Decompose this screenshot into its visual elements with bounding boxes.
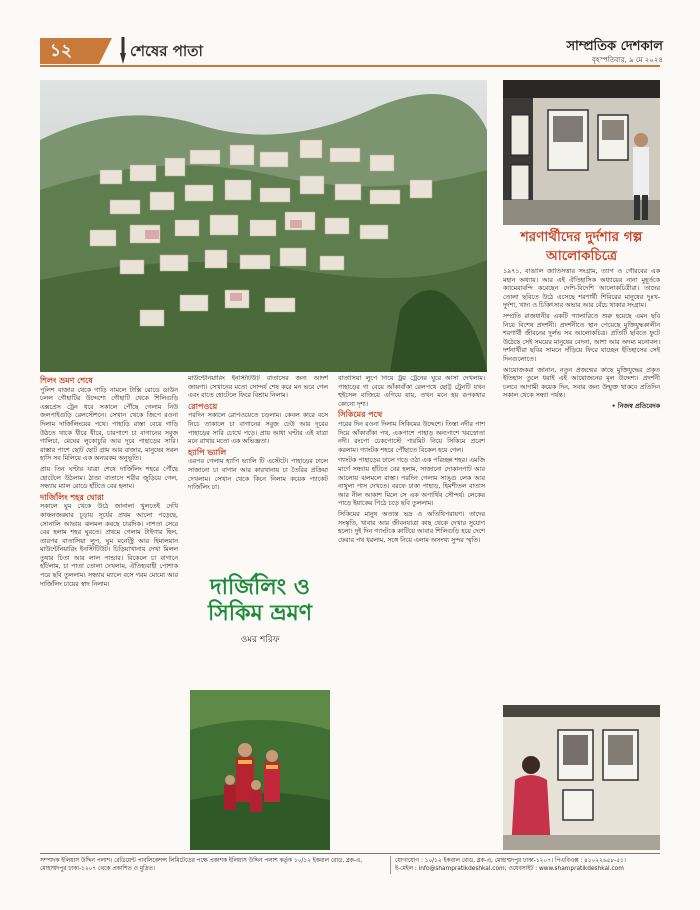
paragraph: বাতাসিয়া লুপে গিয়ে ট্রয় ট্রেনের ঘুরে আসা দেখলাম। পাহাড়ের গা বেয়ে আঁকাবাঁকা রেলপথে ছোট্ট ট্রেনটি যখন হুইসেল বাজিয়ে এগিয়ে যায়, তখন মনে হয় রূপকথার কোনো দৃশ্য। — [338, 375, 485, 408]
visitor-viewing-photos-photo — [503, 705, 660, 850]
subheading-shillong: শিলং ভ্রমণ শেষে — [40, 376, 93, 385]
paragraph: সকালে ঘুম থেকে উঠে জানালা খুলতেই দেখি কাঞ্চনজঙ্ঘার চূড়ায় সূর্যের প্রথম আলো পড়েছে, সোনালি আভায় ঝলমল করছে চারদিক। নাশতা সেরে বের হলাম শহর ঘুরতে। প্রথমে গেলাম টাইগার হিল, তারপর বাতাসিয়া লুপ, ঘুম মনেস্ট্রি আর হিমালয়ান মাউন্টেনিয়ারিং ইনস্টিটিউট। চিড়িয়াখানায় দেখা মিলল তুষার চিতা আর লাল পান্ডার। বিকেলে চা বাগানে হাঁটলাম, চা পাতা তোলা দেখলাম, ঐতিহ্যবাহী পোশাক পরে ছবি তুললাম। সন্ধ্যায় ম্যালে বসে গরম মোমো আর দার্জিলিং চায়ের স্বাদ নিলাম। — [40, 503, 178, 588]
contact-address: যোগাযোগ : ১০/১২ ইকবাল রোড, ব্লক-এ, মোহাম্মদপুর ঢাকা-১২০৭। পিএবিএক্স : ৪১০২২৬৫৮-৫১। — [395, 858, 626, 864]
pen-nib-icon — [118, 37, 128, 65]
feature-author: ওমর শরিফ — [240, 635, 280, 645]
subheading-darjeeling-tour: দার্জিলিং শহর ঘোরা — [40, 492, 104, 502]
right-article-body — [503, 268, 660, 698]
paragraph: আয়োজকরা জানান, নতুন প্রজন্মের কাছে মুক্তিযুদ্ধের প্রকৃত ইতিহাস তুলে ধরাই এই আয়োজনের মূল উদ্দেশ্য। প্রদর্শনী চলবে আগামী কয়েক দিন, সবার জন্য উন্মুক্ত থাকবে প্রতিদিন সকাল থেকে সন্ধ্যা পর্যন্ত। — [503, 366, 660, 400]
paragraph: মাউন্টেনিয়ারিং ইনস্টিটিউট বাতাসের জন্য আদর্শ জায়গা। সেখানের মতো সোন্দর্য শেষ করে মন ভরে গেল এবং রাতে হোটেলে ফিরে বিশ্রাম নিলাম। — [188, 375, 328, 400]
paragraph: সিকিমের মানুষ অত্যন্ত ভদ্র ও অতিথিপরায়ণ। তাদের সংস্কৃতি, খাবার আর জীবনযাত্রা কাছ থেকে দেখার সুযোগ হলো। দুই দিন গ্যাংটকে কাটিয়ে আবার শিলিগুড়ি হয়ে দেশে ফেরার পথ ধরলাম, সঙ্গে নিয়ে এলাম অসংখ্য সুন্দর স্মৃতি। — [338, 510, 485, 544]
publisher-imprint: সম্পাদক ইলিয়াস উদ্দিন পলাশ। রেডিয়েন্ট পাবলিকেশন্স লিমিটেডের পক্ষে প্রকাশক ইলিয়াস উদ্দিন পলাশ কর্তৃক ১০/১২ ইকবাল রোড, ব্লক-এ, মোহাম্মদপুর ঢাকা-১২০৭ থেকে প্রকাশিত ও মুদ্রিত। — [40, 858, 363, 872]
subheading-sikkim: সিকিমের পথে — [338, 410, 383, 420]
family-tea-garden-photo — [190, 690, 330, 850]
right-article-title: শরণার্থীদের দুর্দশার গল্প আলোকচিত্রে — [520, 229, 643, 264]
paragraph: পরদিন সকালে রোপওয়েতে চড়লাম। কেবল কারে বসে নিচে তাকালে চা বাগানের সবুজ ঢেউ আর দূরের পাহাড়ের সারি চোখে পড়ে। প্রায় আধা ঘণ্টার এই যাত্রা মনে রাখার মতো এক অভিজ্ঞতা। — [188, 412, 328, 446]
paragraph: এরপর গেলাম হ্যাপি ভ্যালি টি এস্টেটে। পাহাড়ের ঢালে সাজানো চা বাগান আর কারখানায় চা তৈরির প্রক্রিয়া দেখলাম। সেখান থেকে কিনে নিলাম কয়েক প্যাকেট দার্জিলিং চা। — [188, 458, 328, 492]
footer-rule — [40, 853, 660, 854]
issue-date: বৃহস্পতিবার, ৯ মে ২০২৪ — [592, 56, 663, 64]
byline: • নিজস্ব প্রতিবেদক — [611, 402, 660, 410]
contact-email: ই-মেইল : info@shampratikdeshkal.com; ওয়েবসাইট : www.shampratikdeshkal.com — [395, 866, 624, 872]
masthead: সাম্প্রতিক দেশকাল — [566, 39, 663, 54]
paragraph: পুলিশ বাজার থেকে গাড়ি নামলে টাক্সি রোডে ডাউন চলল গৌহাটির উদ্দেশ্যে গৌহাটি থেকে শিলিগুড়ি এক্সপ্রেস ট্রেন ধরে সকালে পৌঁছে গেলাম নিউ জলপাইগুড়ি রেলস্টেশনে। সেখান থেকে জিপে রওনা দিলাম দার্জিলিংয়ের পথে। পাহাড়ি রাস্তা বেয়ে গাড়ি উঠতে থাকে ধীরে ধীরে, চারপাশে চা বাগানের সবুজ গালিচা, মেঘের লুকোচুরি আর দূরে পাহাড়ের সারি। রাস্তার পাশে ছোট ছোট গ্রাম আর বাজার, মানুষের সরল হাসি সব মিলিয়ে এক অন্যরকম অনুভূতি। — [40, 386, 178, 463]
hillside-town-photo — [40, 80, 487, 372]
footer-divider — [390, 856, 391, 874]
contact-info — [395, 857, 660, 873]
subheading-ropeway: রোপওয়ে — [188, 401, 218, 411]
article-column-1 — [40, 375, 178, 850]
paragraph: গ্যাংটক পাহাড়ের ঢালে গড়ে ওঠা এক পরিচ্ছন্ন শহর। এমজি মার্গে সন্ধ্যায় হাঁটতে বের হলাম, সাজানো দোকানপাট আর আলোয় ঝলমলে রাস্তা। পরদিন গেলাম সাঙ্গু লেক আর নাথুলা পাস দেখতে। বরফে ঢাকা পাহাড়, হিমশীতল বাতাস আর নীল আকাশ মিলে সে এক অপার্থিব সৌন্দর্য। লেকের পাড়ে ইয়াকের পিঠে চড়ে ছবি তুললাম। — [338, 457, 485, 508]
exhibition-gallery-photo — [503, 80, 660, 225]
paragraph: সম্প্রতি রাজধানীর একটি গ্যালারিতে শুরু হয়েছে এমন ছবি নিয়ে বিশেষ প্রদর্শনী। প্রদর্শনীতে স্থান পেয়েছে মুক্তিযুদ্ধকালীন শরণার্থী জীবনের দুর্লভ সব আলোকচিত্র। প্রতিটি ছবিতে ফুটে উঠেছে সেই সময়ের মানুষের বেদনা, আশা আর অদম্য মনোবল। দর্শনার্থীরা ছবির সামনে দাঁড়িয়ে ফিরে যাচ্ছেন ইতিহাসের সেই দিনগুলোতে। — [503, 312, 660, 363]
paragraph: পরের দিন রওনা দিলাম সিকিমের উদ্দেশে। তিস্তা নদীর পাশ দিয়ে আঁকাবাঁকা পথ, একপাশে পাহাড় অন্যপাশে খরস্রোতা নদী। রংপো চেকপোস্টে পারমিট নিয়ে সিকিমে প্রবেশ করলাম। গ্যাংটক শহরে পৌঁছাতে বিকেল হয়ে গেল। — [338, 420, 485, 454]
paragraph: প্রায় তিন ঘণ্টার যাত্রা শেষে দার্জিলিং শহরে পৌঁছে হোটেলে উঠলাম। ঠাণ্ডা বাতাসে শরীর জুড়িয়ে গেল, সন্ধ্যায় ম্যাল রোডে হাঁটতে বের হলাম। — [40, 465, 178, 491]
subheading-happy-valley: হ্যাপি ভ্যালি — [188, 447, 227, 457]
header-rule — [40, 65, 660, 67]
page-number: ১২ — [50, 41, 73, 61]
article-column-2 — [188, 375, 328, 570]
article-column-3 — [338, 375, 485, 850]
section-title: শেষের পাতা — [130, 42, 203, 60]
paragraph: ১৯৭১, বাঙালি জাতিসত্তার সংগ্রাম, ত্যাগ ও গৌরবের এক মহান অধ্যায়। আর এই ঐতিহাসিক অধ্যায়ের নানা মুহূর্তকে ক্যামেরাবন্দি করেছেন দেশি-বিদেশি আলোকচিত্রীরা। তাদের তোলা ছবিতে উঠে এসেছে শরণার্থী শিবিরের মানুষের দুঃখ-দুর্দশা, খাদ্য ও চিকিৎসার অভাব আর বেঁচে থাকার সংগ্রাম। — [503, 268, 660, 310]
feature-title: দার্জিলিং ও সিকিম ভ্রমণ — [207, 575, 313, 626]
